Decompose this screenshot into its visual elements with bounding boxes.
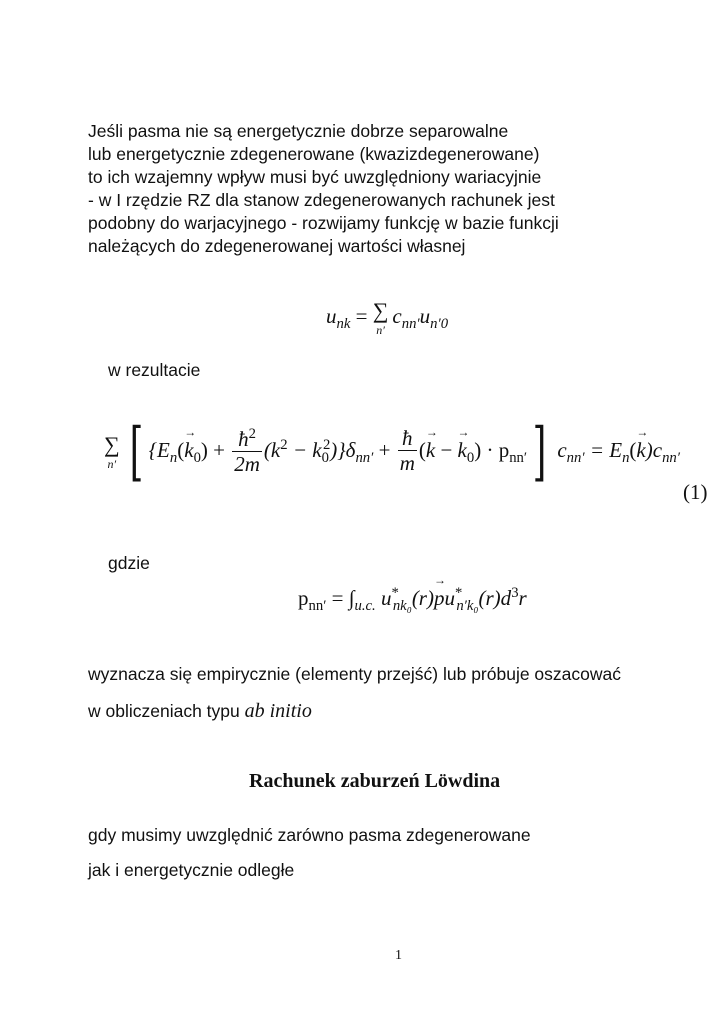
eq3-u2: u (444, 586, 455, 610)
page-number: 1 (395, 948, 402, 963)
eq2-dot-p: ) · p (474, 437, 510, 462)
eq3-int-sub: u.c. (354, 598, 376, 615)
eq2-right-bracket: ] (532, 415, 547, 489)
eq2-hbar: ħ (238, 427, 249, 452)
intro-line: to ich wzajemny wpływ musi być uwzględniony wariacyjnie (88, 167, 542, 187)
eq2-equals-E: = E (584, 437, 623, 462)
section-title: Rachunek zaburzeń Löwdina (249, 770, 501, 792)
intro-line: należących do zdegenerowanej wartości własnej (88, 236, 466, 256)
eq2-k0b: → k (458, 438, 467, 463)
eq2-plus2: + (373, 437, 391, 462)
eq2-rhs-k: → k (636, 438, 645, 463)
eq2-left-bracket: [ (129, 415, 144, 489)
empirical-line: wyznacza się empirycznie (elementy przejść) lub próbuje oszacować (88, 664, 621, 684)
eq3-d-sup: 3 (511, 585, 519, 601)
intro-line: - w I rzędzie RZ dla stanow zdegenerowanych rachunek jest (88, 190, 555, 210)
eq2-p-sub: nn′ (509, 450, 528, 466)
eq2-hbar2: ħ (398, 427, 417, 451)
expansion-equation (326, 300, 448, 336)
eq2-E: {E (148, 437, 170, 462)
eq3-u: u (375, 586, 392, 610)
intro-line: lub energetycznie zdegenerowane (kwazizdegenerowane) (88, 144, 540, 164)
eq2-rhs-c-sub: nn′ (662, 450, 680, 466)
eq3-p: p (298, 586, 309, 610)
eq3-r2: (r)d (478, 586, 512, 610)
eq2-den1: 2m (234, 452, 260, 477)
momentum-matrix-equation (298, 585, 527, 615)
eq2-frac-hbar (398, 427, 417, 476)
eq2-rhs-c: )c (645, 437, 663, 462)
eq1-c: c (392, 303, 402, 328)
ab-initio-prefix: w obliczeniach typu (88, 701, 240, 721)
degenerate-line-2: jak i energetycznie odległe (88, 860, 295, 880)
intro-line: podobny do warjacyjnego - rozwijamy funkcję w bazie funkcji (88, 213, 559, 233)
eq1-c-sub: nn′ (401, 316, 420, 332)
eq2-rhs-E-sub: n (622, 450, 630, 466)
eq2-minus2: − (435, 437, 458, 462)
eq1-u2: u (419, 303, 431, 328)
eq2-c: c (557, 437, 567, 462)
eq3-u2-sub: n′k₀ (456, 598, 479, 615)
equation-number: (1) (683, 480, 708, 504)
eq1-equals: = (355, 303, 368, 328)
ab-initio-italic: ab initio (244, 700, 312, 722)
eq3-equals-int: = ∫ (326, 586, 355, 610)
intro-line: Jeśli pasma nie są energetycznie dobrze separowalne (88, 121, 509, 141)
eq2-delta-sub: nn′ (355, 450, 374, 466)
eq3-r1: (r) (411, 586, 434, 610)
eq2-hbar-sup: 2 (248, 426, 256, 443)
eq3-u-sub: nk₀ (392, 598, 412, 615)
eq2-den2: m (399, 451, 415, 476)
eq3-u2-sup: * (454, 585, 463, 601)
eq2-frac-hbar2 (232, 426, 262, 477)
eq2-plus: ) + (200, 437, 225, 462)
eq2-E-sub: n (169, 450, 178, 466)
eq2-k0-sub: 0 (193, 450, 201, 466)
eq1-u2-sub: n′0 (430, 316, 449, 332)
degenerate-line-1: gdy musimy uwzględnić zarówno pasma zdegenerowane (88, 825, 531, 845)
eq2-k0b-sub: 0 (466, 450, 475, 466)
eq2-k: (k (263, 437, 281, 462)
eq3-u-sup: * (391, 585, 399, 601)
eq3-p-sub: nn′ (308, 598, 327, 615)
eq2-k0sq-sup: 2 (322, 436, 331, 453)
ab-initio-line (88, 700, 312, 723)
eq1-sum: ∑ n′ (372, 298, 389, 337)
eq2-paren: ( (418, 437, 426, 462)
eq2-k-sup: 2 (280, 436, 288, 453)
eq2-sum: ∑ n′ (104, 432, 120, 471)
eq2-k0sq-sub: 0 (321, 450, 329, 466)
eq1-sum-limit: n′ (376, 323, 385, 337)
gdzie-text: gdzie (108, 553, 150, 573)
eq2-k0: → k (184, 438, 193, 463)
eq2-minus-k: − k (287, 437, 322, 462)
eq3-r3: r (518, 586, 527, 610)
eq2-sum-limit: n′ (107, 457, 117, 471)
eq2-c-sub: nn′ (566, 450, 585, 466)
w-rezultacie-text: w rezultacie (108, 360, 201, 380)
eq2-delta: )}δ (330, 437, 356, 462)
eq1-u-sub: nk (336, 316, 351, 332)
kp-equation: ∑ n′ [ {$E_n(\to k_0)$ + $\frac{ħ^2}{2m}$ $(k^2 - k_0^2)\}\delta_{nn'}$ + $\frac{ħ}{m}$ (→ k − → $k_0) \cdot p_{nn'}$] $c_{nn'} = E_n(\to k)c_{nn'}$ (104, 420, 680, 484)
eq3-pvec: → p (434, 586, 445, 611)
intro-paragraph (88, 120, 559, 258)
eq2-kvec: → k (426, 438, 435, 463)
eq1-u: u (326, 303, 337, 328)
